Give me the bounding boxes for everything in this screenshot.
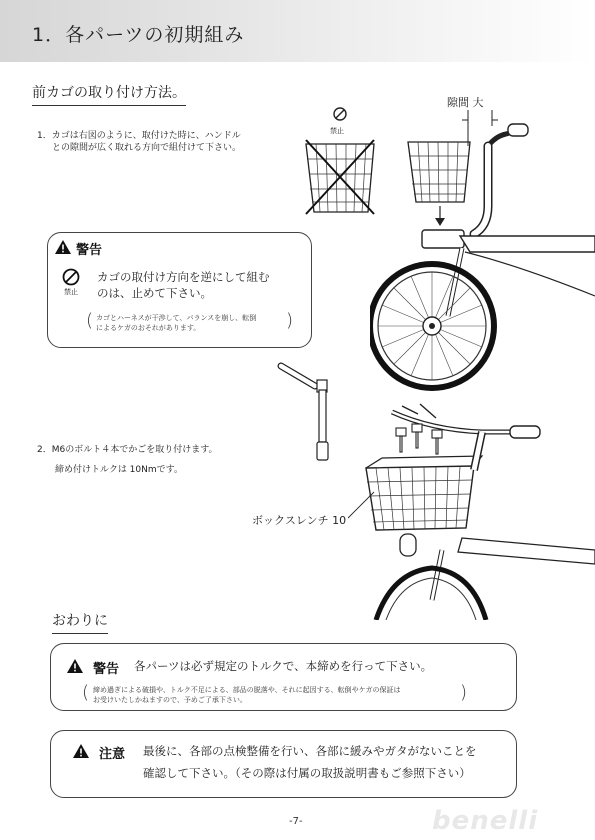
section-heading-basket: 前カゴの取り付け方法。 xyxy=(32,82,186,106)
torque-warning-text: 各パーツは必ず規定のトルクで、本締めを行って下さい。 xyxy=(134,659,433,673)
warning-line2: のは、止めて下さい。 xyxy=(97,286,212,300)
gap-label: 隙間 大 xyxy=(447,96,484,109)
warning-note-line1: カゴとハーネスが干渉して、バランスを崩し、転倒 xyxy=(96,314,257,322)
caution-box-inspection xyxy=(50,730,517,798)
warning-title: 警告 xyxy=(76,243,103,258)
torque-warning-title: 警告 xyxy=(93,662,120,677)
caution-title: 注意 xyxy=(99,747,126,762)
wrench-label: ボックスレンチ 10 xyxy=(252,514,347,527)
prohibited-basket-illustration xyxy=(300,104,380,216)
prohibit-label: 禁止 xyxy=(64,288,78,296)
page-number: -7- xyxy=(289,816,303,827)
paren-open: ( xyxy=(86,310,94,331)
paren-open: ( xyxy=(82,682,90,703)
section-heading-closing: おわりに xyxy=(52,610,108,634)
prohibited-icon xyxy=(62,268,80,286)
warning-note-line2: によるケガのおそれがあります。 xyxy=(96,324,201,332)
paren-close: ) xyxy=(286,310,294,331)
warning-line1: カゴの取付け方向を逆にして組む xyxy=(97,270,270,284)
paren-close: ) xyxy=(460,682,468,703)
page-title: 1．各パーツの初期組み xyxy=(32,24,245,46)
step1-text-line2: との隙間が広く取れる方向で組付けて下さい。 xyxy=(52,143,242,153)
step2-text-line2: 締め付けトルクは 10Nmです。 xyxy=(55,465,183,475)
warning-triangle-icon xyxy=(67,659,83,673)
caution-line2: 確認して下さい。（その際は付属の取扱説明書もご参照下さい） xyxy=(143,766,471,780)
caution-line1: 最後に、各部の点検整備を行い、各部に緩みやガタがないことを xyxy=(143,744,477,758)
bike-front-basket-illustration xyxy=(370,106,595,396)
torque-note-line2: お受けいたしかねますので、予めご了承下さい。 xyxy=(93,696,247,704)
torque-note-line1: 締め過ぎによる破損や、トルク不足による、部品の脱落や、それに起因する、転倒やケガの保証は xyxy=(93,686,401,694)
box-wrench-illustration xyxy=(277,358,347,468)
caution-triangle-icon xyxy=(73,744,89,758)
prohibited-label: 禁止 xyxy=(330,127,344,135)
step2-text-line1: 2．M6のボルト４本でかごを取り付けます。 xyxy=(37,445,218,455)
warning-triangle-icon xyxy=(55,240,71,254)
step1-text-line1: 1．カゴは右図のように、取付けた時に、ハンドル xyxy=(37,131,241,141)
brand-logo: benelli xyxy=(432,806,539,836)
bike-mounted-basket-illustration xyxy=(362,400,595,620)
